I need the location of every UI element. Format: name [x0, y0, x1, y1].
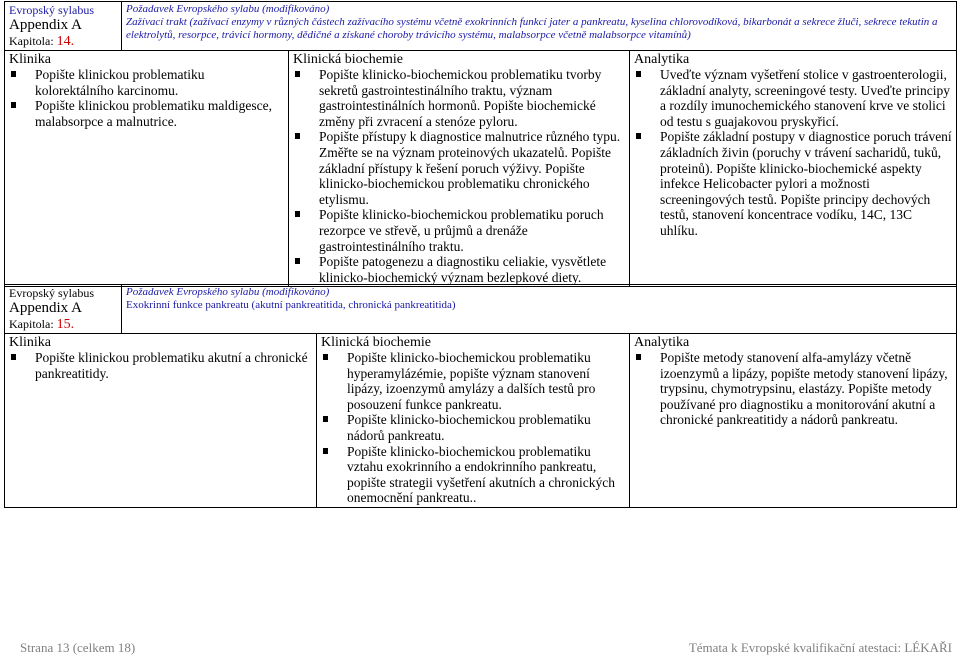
list-item: Popište klinicko-biochemickou problematiku tvorby sekretů gastrointestinálního traktu, význam gastrointestinálních hormonů. Popište biochemické změny při zvracení a stenóze pyloru.: [293, 67, 625, 129]
list-item: Popište klinickou problematiku maldigesce, malabsorpce a malnutrice.: [9, 98, 284, 129]
chapter-number: 15.: [56, 317, 75, 332]
document-title: Témata k Evropské kvalifikační atestaci: LÉKAŘI: [688, 640, 952, 655]
klinika-list: [9, 350, 312, 381]
requirement-title: Požadavek Evropského sylabu (modifikováno): [126, 3, 330, 15]
list-item: Popište klinicko-biochemickou problematiku poruch rezorpce ve střevě, u průjmů a drenáže gastrointestinálního traktu.: [293, 207, 625, 254]
analytika-list: [634, 350, 952, 428]
chapter-label: Kapitola:: [9, 317, 54, 331]
chapter-number: 14.: [56, 34, 75, 49]
list-item: Uveďte význam vyšetření stolice v gastroenterologii, základní analyty, screeningové testy. Uveďte principy a rozdíly imunochemického stanovení krve ve stolici od testu s guajakovou pryskyřicí.: [634, 67, 952, 129]
column-title-analytika: Analytika: [634, 52, 690, 67]
list-item: Popište metody stanovení alfa-amylázy včetně izoenzymů a lipázy, popište metody stanovení lipázy, trypsinu, chymotrypsinu, elastázy. Popište metody používané pro diagnostiku a monitorování akutní a chronické pankreatitidy a nádorů pankreatu.: [634, 350, 952, 428]
list-item: Popište klinickou problematiku akutní a chronické pankreatitidy.: [9, 350, 312, 381]
chapter-info: [5, 2, 122, 51]
page-number: Strana 13 (celkem 18): [20, 640, 136, 655]
biochemie-list: [293, 67, 625, 285]
syllabus-section-14: [4, 1, 957, 287]
syllabus-section-15: [4, 284, 957, 508]
requirement-cell: [122, 285, 957, 334]
requirement-text: Exokrinní funkce pankreatu (akutní pankreatitida, chronická pankreatitida): [126, 299, 456, 311]
appendix-label: Appendix A: [9, 17, 82, 33]
list-item: Popište klinicko-biochemickou problematiku vztahu exokrinního a endokrinního pankreatu, popište strategii vyšetření akutních a chronických onemocnění pankreatu..: [321, 444, 625, 506]
list-item: Popište klinicko-biochemickou problematiku nádorů pankreatu.: [321, 412, 625, 443]
column-title-biochemie: Klinická biochemie: [321, 335, 432, 350]
list-item: Popište přístupy k diagnostice malnutrice různého typu. Změřte se na význam proteinových ukazatelů. Popište základní přístupy k řešení poruch výživy. Popište klinicko-biochemickou problematiku chronického etylismu.: [293, 129, 625, 207]
column-title-klinika: Klinika: [9, 335, 51, 350]
list-item: Popište patogenezu a diagnostiku celiakie, vysvětlete klinicko-biochemický význam bezlepkové diety.: [293, 254, 625, 285]
biochemie-column: [317, 334, 630, 508]
klinika-list: [9, 67, 284, 129]
chapter-info: [5, 285, 122, 334]
biochemie-column: [289, 51, 630, 287]
column-title-biochemie: Klinická biochemie: [293, 52, 404, 67]
syllabus-label: Evropský sylabus: [9, 286, 94, 300]
chapter-label: Kapitola:: [9, 34, 54, 48]
biochemie-list: [321, 350, 625, 506]
analytika-list: [634, 67, 952, 239]
appendix-label: Appendix A: [9, 300, 82, 316]
syllabus-label: Evropský sylabus: [9, 3, 94, 17]
klinika-column: [5, 51, 289, 287]
list-item: Popište základní postupy v diagnostice poruch trávení základních živin (poruchy v trávení sacharidů, tuků, proteinů). Popište klinicko-biochemické aspekty infekce Helicobacter pylori a možnosti screeningových testů. Popište principy dechových testů, stanovení koncentrace vodíku, 14C, 13C uhlíku.: [634, 129, 952, 238]
analytika-column: [630, 51, 957, 287]
requirement-text: Zažívací trakt (zažívací enzymy v různých částech zažívacího systému včetně exokrinních funkcí jater a pankreatu, kyselina chlorovodíková, bikarbonát a sekrece žluči, sekrece tekutin a elektrolytů, resorpce, trávicí hormony, dědičné a získané choroby trávicího systému, malabsorpce včetně malabsorpce vitamínů): [126, 16, 938, 41]
analytika-column: [630, 334, 957, 508]
list-item: Popište klinickou problematiku kolorektálního karcinomu.: [9, 67, 284, 98]
requirement-cell: [122, 2, 957, 51]
column-title-klinika: Klinika: [9, 52, 51, 67]
column-title-analytika: Analytika: [634, 335, 690, 350]
requirement-title: Požadavek Evropského sylabu (modifikováno): [126, 286, 330, 298]
klinika-column: [5, 334, 317, 508]
list-item: Popište klinicko-biochemickou problematiku hyperamylázémie, popište význam stanovení lipázy, izoenzymů amylázy a dalších testů pro posouzení funkce pankreatu.: [321, 350, 625, 412]
